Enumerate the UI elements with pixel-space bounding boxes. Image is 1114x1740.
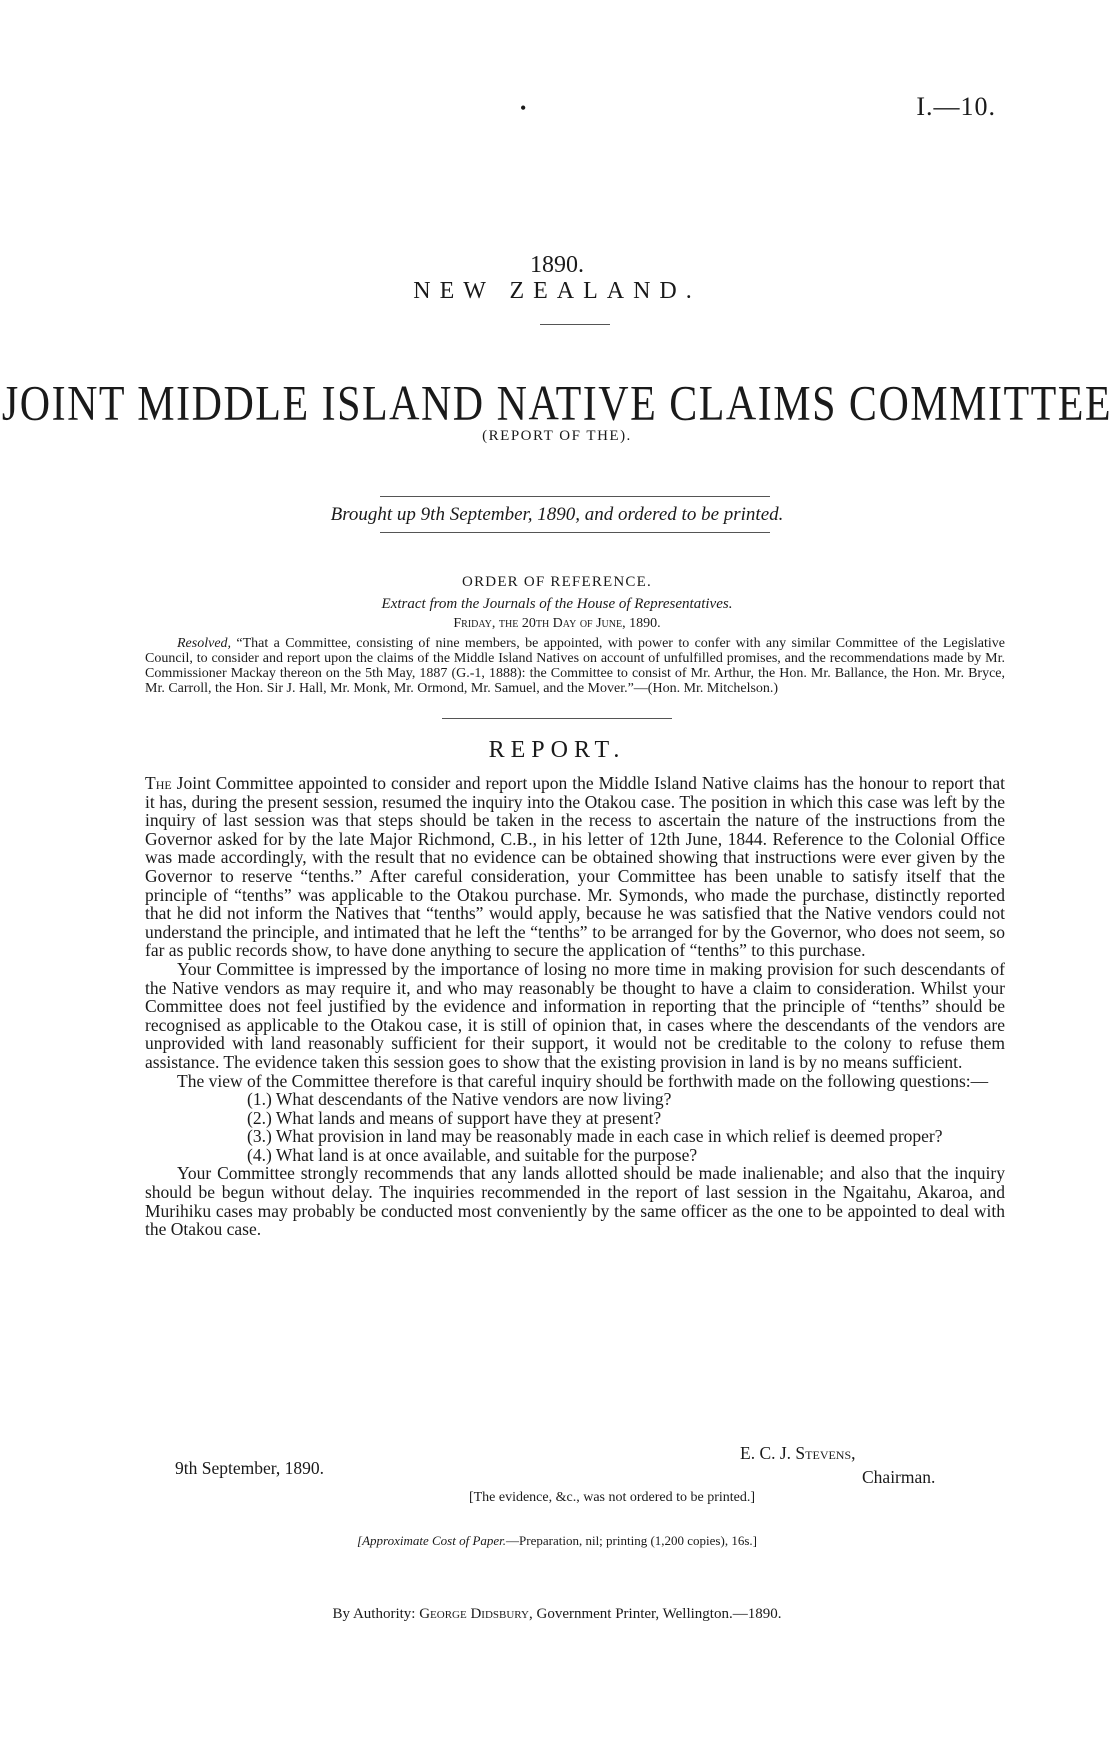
cost-text: —Preparation, nil; printing (1,200 copies), 16s.] xyxy=(506,1533,757,1548)
question-item: (3.) What provision in land may be reasonably made in each case in which relief is deemed proper? xyxy=(247,1126,943,1147)
brought-up-line: Brought up 9th September, 1890, and ordered to be printed. xyxy=(330,504,784,525)
cost-note xyxy=(0,1533,1114,1549)
signatory-role: Chairman. xyxy=(862,1467,936,1487)
extract-line: Extract from the Journals of the House of Representatives. xyxy=(381,596,733,612)
cost-label: [Approximate Cost of Paper. xyxy=(357,1533,507,1548)
signatory-name: E. C. J. Stevens, xyxy=(740,1443,856,1463)
order-of-reference-heading: ORDER OF REFERENCE. xyxy=(462,574,652,590)
divider xyxy=(442,718,672,719)
signature-date: 9th September, 1890. xyxy=(175,1458,324,1478)
divider xyxy=(380,496,770,497)
question-item: (1.) What descendants of the Native vendors are now living? xyxy=(247,1089,672,1110)
resolved-text: “That a Committee, consisting of nine members, be appointed, with power to confer with any similar Committee of the Legislative Council, to consider and report upon the claims of the Middle Island Natives on account of unfulfilled promises, and the recommendations made by Mr. Commissioner Mackay thereon on the 5th May, 1887 (G.-1, 1888): the Committee to consist of Mr. Arthur, the Hon. Mr. Ballance, the Hon. Mr. Bryce, Mr. Carroll, the Hon. Sir J. Hall, Mr. Monk, Mr. Ormond, Mr. Samuel, and the Mover.”—(Hon. Mr. Mitchelson.) xyxy=(145,636,1006,696)
report-paragraph: The Joint Committee appointed to consider and report upon the Middle Island Native claims has the honour to report that it has, during the present session, resumed the inquiry into the Otakou case. The position in which this case was left by the inquiry of last session was that steps should be taken in the recess to ascertain the nature of the instructions from the Governor asked for by the late Major Richmond, C.B., in his letter of 12th June, 1844. Reference to the Colonial Office was made accordingly, with the result that no evidence can be obtained showing that instructions were ever given by the Governor to reserve “tenths.” After careful consideration, your Committee has been unable to satisfy itself that the principle of “tenths” was applicable to the Otakou purchase. Mr. Symonds, who made the purchase, distinctly reported that he did not inform the Natives that “tenths” would apply, because he was satisfied that the Native vendors could not understand the principle, and intimated that he left the “tenths” to be arranged for by the Governor, who does not seem, so far as public records show, to have done anything to secure the application of “tenths” to this purchase. xyxy=(145,773,1005,961)
question-item: (2.) What lands and means of support have they at present? xyxy=(247,1107,662,1128)
resolution-paragraph xyxy=(145,636,1005,696)
country-heading: NEW ZEALAND. xyxy=(413,278,701,304)
lead-word: The xyxy=(145,773,172,793)
printer-imprint: By Authority: George Didsbury, Government Printer, Wellington.—1890. xyxy=(332,1606,782,1622)
document-reference: I.—10. xyxy=(916,92,996,121)
evidence-note: [The evidence, &c., was not ordered to be printed.] xyxy=(468,1490,756,1505)
question-item: (4.) What land is at once available, and suitable for the purpose? xyxy=(247,1144,698,1165)
report-heading: REPORT. xyxy=(488,737,626,763)
document-title: JOINT MIDDLE ISLAND NATIVE CLAIMS COMMITTEE xyxy=(1,377,1113,432)
report-paragraph: Your Committee is impressed by the importance of losing no more time in making provision for such descendants of the Native vendors as may require it, and who may reasonably be thought to have a claim to consideration. Whilst your Committee does not feel justified by the evidence and information in reporting that the principle of “tenths” should be recognised as applicable to the Otakou case, it is still of opinion that, in cases where the descendants of the vendors are unprovided with land reasonably sufficient for their support, it would not be creditable to the colony to refuse them assistance. The evidence taken this session goes to show that the existing provision in land is by no means sufficient. xyxy=(145,958,1005,1072)
year-heading: 1890. xyxy=(530,252,584,278)
bullet-mark: • xyxy=(520,98,527,118)
resolution-date: Friday, the 20th Day of June, 1890. xyxy=(453,616,661,631)
report-body xyxy=(145,774,1005,1239)
report-paragraph: The view of the Committee therefore is that careful inquiry should be forthwith made on the following questions:— xyxy=(177,1070,989,1091)
printer-name: George Didsbury xyxy=(419,1606,529,1622)
resolved-label: Resolved, xyxy=(177,636,232,651)
report-paragraph: Your Committee strongly recommends that any lands allotted should be made inalienable; and also that the inquiry should be begun without delay. The inquiries recommended in the report of last session in the Ngaitahu, Akaroa, and Murihiku cases may probably be conducted most conveniently by the same officer as the one to be appointed to deal with the Otakou case. xyxy=(145,1163,1005,1240)
divider xyxy=(380,532,770,533)
document-subtitle: (REPORT OF THE). xyxy=(482,428,632,444)
divider xyxy=(540,324,610,325)
